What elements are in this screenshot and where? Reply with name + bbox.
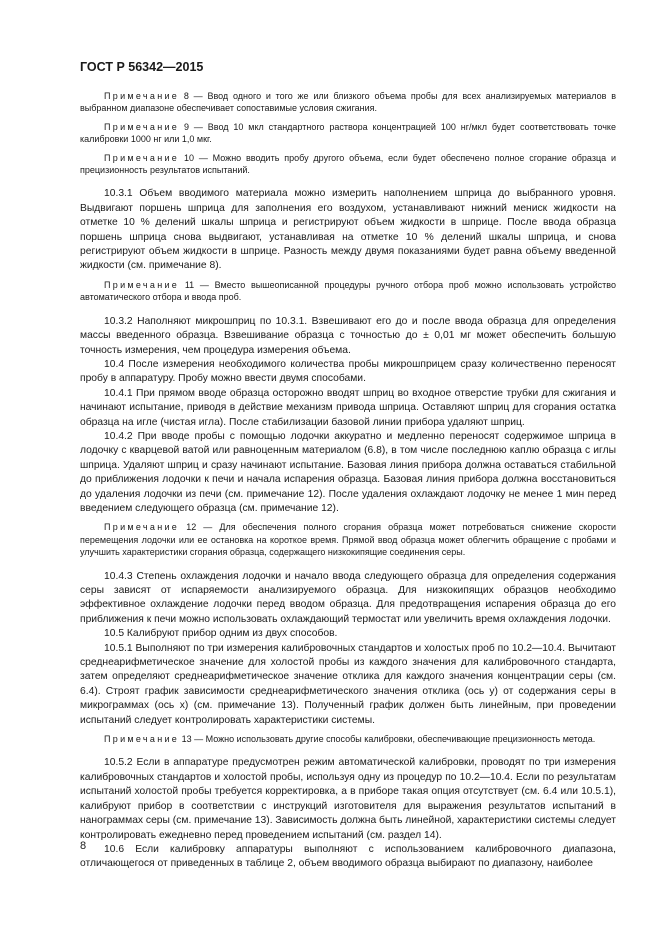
note-label: Примечание (104, 91, 180, 101)
paragraph: 10.3.1 Объем вводимого материала можно измерить наполнением шприца до выбранного уровня. Выдвигают поршень шприца для заполнения его воздухом, устанавливают нижний мениск жидкости на отметке 10 % делений шкалы шприца и регистрируют объем жидкости в шприце. После ввода образца поршень шприца снова выдвигают, устанавливая на отметке 10 % делений шкалы шприца, и снова регистрируют объем жидкости в шприце. Разность между двумя показаниями будет равна объему введенной жидкости (см. примечание 8). (80, 188, 616, 272)
note-text: Для обеспечения полного сгорания образца может потребоваться снижение скорости перемещения лодочки или ее остановка на короткое время. Прямой ввод образца может облегчить обращение с пробами и улучшить характеристики сгорания образца, содержащего низкокипящие соединения серы. (80, 522, 616, 558)
document-header: ГОСТ Р 56342—2015 (80, 60, 204, 74)
note-text: Ввод 10 мкл стандартного раствора концентрацией 100 нг/мкл будет соответствовать точке калибровки 1000 нг или 1,0 мкг. (80, 121, 616, 145)
note-text: Можно использовать другие способы калибровки, обеспечивающие прецизионность метода. (205, 734, 596, 745)
paragraph: 10.4.1 При прямом вводе образца осторожно вводят шприц во входное отверстие трубки для сжигания и начинают испытание, приводя в действие механизм привода шприца. Оставляют шприц для сгорания остатка образца на игле (чистая игла). После стабилизации базовой линии прибора удаляют шприц. (80, 387, 616, 428)
paragraph: 10.5.2 Если в аппаратуре предусмотрен режим автоматической калибровки, проводят по три измерения калибровочных стандартов и холостой пробы, используя одну из процедур по 10.2—10.4. Если по результатам испытаний холостой пробы требуется корректировка, а в приборе такая опция отсутствует (см. 6.4 или 10.5.1), калибруют прибор в соответствии с инструкций изготовителя для выражения результатов испытаний в нанограммах серы (см. примечание 13). Зависимость должна быть линейной, характеристики системы следует контролировать ежедневно перед проведением испытаний (см. раздел 14). (80, 757, 616, 841)
note-number: 12 (186, 522, 197, 533)
paragraph: 10.5 Калибруют прибор одним из двух способов. (104, 628, 338, 640)
note-label: Примечание (104, 121, 180, 132)
note-text: Ввод одного и того же или близкого объема пробы для всех анализируемых материалов в выбранном диапазоне обеспечивает сопоставимые условия сжигания. (80, 91, 616, 114)
paragraph: 10.5.1 Выполняют по три измерения калибровочных стандартов и холостых проб по 10.2—10.4. Вычитают среднеарифметическое значение для холостой пробы из каждого значения для калибровочного стандарта, затем определяют среднеарифметическое значение отклика для каждого значения концентрации серы (см. 6.4). Строят график зависимости среднеарифметического значения отклика (ось y) от содержания серы в микрограммах (ось x) (см. примечание 13). Полученный график должен быть линейным, при проведении испытаний следует контролировать характеристики системы. (80, 642, 616, 726)
paragraph: 10.6 Если калибровку аппаратуры выполняют с использованием калибровочного диапазона, отличающегося от приведенных в таблице 2, объем вводимого образца выбирают по диапазону, наиболее (80, 843, 616, 870)
note-label: Примечание (104, 152, 180, 163)
note-number: 11 (184, 279, 195, 290)
note-text: Можно вводить пробу другого объема, если будет обеспечено полное сгорание образца и прецизионность результатов испытаний. (80, 152, 616, 176)
paragraph: 10.4 После измерения необходимого количества пробы микрошприцем сразу количественно переносят пробу в аппаратуру. Пробу можно ввести двумя способами. (80, 358, 616, 385)
note-11: Примечание 11 — Вместо вышеописанной процедуры ручного отбора проб можно использовать устройство автоматического отбора и ввода проб. (80, 279, 616, 303)
note-label: Примечание (104, 522, 180, 533)
paragraph: 10.4.3 Степень охлаждения лодочки и начало ввода следующего образца для определения содержания серы зависят от испаряемости анализируемого образца. Для низкокипящих образцов необходимо эффективное охлаждение лодочки перед вводом образца. Для предотвращения испарения образца до его приближения к печи можно использовать охлаждающий термостат или увеличить время охлаждения лодочки. (80, 570, 616, 625)
note-number: 9 (183, 121, 189, 132)
note-9: Примечание 9 — Ввод 10 мкл стандартного раствора концентрацией 100 нг/мкл будет соответствовать точке калибровки 1000 нг или 1,0 мкг. (80, 121, 616, 145)
note-text: Вместо вышеописанной процедуры ручного отбора проб можно использовать устройство автоматического отбора и ввода проб. (80, 279, 616, 303)
note-12: Примечание 12 — Для обеспечения полного сгорания образца может потребоваться снижение скорости перемещения лодочки или ее остановка на короткое время. Прямой ввод образца может облегчить обращение с пробами и улучшить характеристики сгорания образца, содержащего низкокипящие соединения серы. (80, 522, 616, 558)
page-number: 8 (80, 840, 87, 852)
paragraph: 10.3.2 Наполняют микрошприц по 10.3.1. Взвешивают его до и после ввода образца для определения массы введенного образца. Взвешивание образца с точностью до ± 0,01 мг может обеспечить большую точность измерения, чем процедура измерения объема. (80, 315, 616, 356)
document-body (80, 90, 616, 872)
note-number: 10 (183, 152, 194, 163)
note-label: Примечание (104, 734, 180, 745)
note-8: Примечание 8 — Ввод одного и того же или близкого объема пробы для всех анализируемых материалов в выбранном диапазоне обеспечивает сопоставимые условия сжигания. (80, 91, 616, 114)
note-10: Примечание 10 — Можно вводить пробу другого объема, если будет обеспечено полное сгорание образца и прецизионность результатов испытаний. (80, 152, 616, 176)
note-number: 8 (183, 91, 189, 101)
note-13: Примечание 13 — Можно использовать другие способы калибровки, обеспечивающие прецизионность метода. (104, 734, 596, 745)
paragraph: 10.4.2 При вводе пробы с помощью лодочки аккуратно и медленно переносят содержимое шприца в лодочку с кварцевой ватой или равноценным материалом (6.8), в том числе последнюю каплю образца с иглы шприца. Удаляют шприц и сразу начинают испытание. Базовая линия прибора должна оставаться стабильной до приближения лодочки к печи и начала испарения образца. Базовая линия прибора должна восстановиться до удаления лодочки из печи (см. примечание 12). После удаления охлаждают лодочку не менее 1 мин перед введением следующего образца (см. примечание 12). (80, 430, 616, 514)
note-number: 13 (181, 734, 192, 745)
note-label: Примечание (104, 279, 180, 290)
